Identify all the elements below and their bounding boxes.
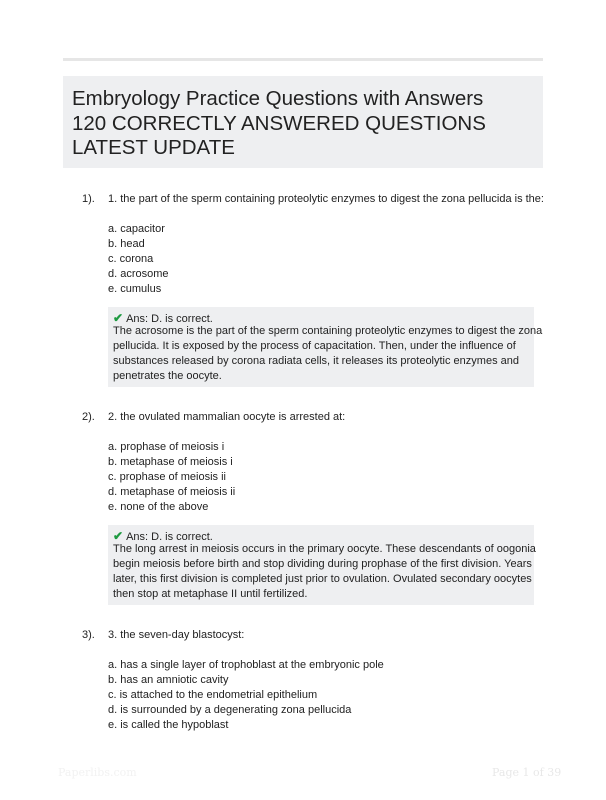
footer-page-number: Page 1 of 39 — [492, 766, 562, 779]
answer-box — [108, 525, 534, 605]
answer-label: Ans: D. is correct. — [126, 531, 213, 543]
answer-explanation-line: substances released by corona radiata cells, it releases its proteolytic enzymes and — [113, 355, 519, 367]
title-banner — [63, 76, 543, 168]
option-c: c. corona — [108, 253, 154, 265]
title-line-3: LATEST UPDATE — [72, 136, 235, 159]
option-c: c. is attached to the endometrial epithelium — [108, 689, 318, 701]
option-a: a. prophase of meiosis i — [108, 441, 225, 453]
option-b: b. metaphase of meiosis i — [108, 456, 233, 468]
question-text: 3. the seven-day blastocyst: — [108, 629, 245, 641]
option-a: a. capacitor — [108, 223, 165, 235]
answer-heading — [113, 529, 213, 543]
answer-explanation-line: pellucida. It is exposed by the process of capacitation. Then, under the influence of — [113, 340, 516, 352]
option-e: e. cumulus — [108, 283, 162, 295]
answer-explanation-line: begin meiosis before birth and stop dividing during prophase of the first division. Years — [113, 558, 532, 570]
checkmark-icon: ✔ — [113, 529, 124, 543]
option-a: a. has a single layer of trophoblast at the embryonic pole — [108, 659, 384, 671]
answer-explanation-line: The acrosome is the part of the sperm containing proteolytic enzymes to digest the zona — [113, 325, 543, 337]
question-number: 1). — [82, 193, 95, 205]
checkmark-icon: ✔ — [113, 311, 124, 325]
option-d: d. is surrounded by a degenerating zona pellucida — [108, 704, 352, 716]
answer-box — [108, 307, 543, 387]
answer-explanation-line: penetrates the oocyte. — [113, 370, 222, 382]
option-d: d. metaphase of meiosis ii — [108, 486, 236, 498]
answer-explanation-line: then stop at metaphase II until fertilized. — [113, 588, 308, 600]
option-c: c. prophase of meiosis ii — [108, 471, 226, 483]
option-b: b. has an amniotic cavity — [108, 674, 229, 686]
title-line-2: 120 CORRECTLY ANSWERED QUESTIONS — [72, 112, 486, 135]
option-b: b. head — [108, 238, 145, 250]
option-e: e. none of the above — [108, 501, 209, 513]
footer-site-watermark: Paperlibs.com — [58, 766, 137, 779]
title-line-1: Embryology Practice Questions with Answers — [72, 87, 484, 110]
question-number: 2). — [82, 411, 95, 423]
answer-explanation-line: later, this first division is completed just prior to ovulation. Ovulated secondary oocytes — [113, 573, 532, 585]
top-divider — [63, 58, 543, 61]
question-text: 1. the part of the sperm containing proteolytic enzymes to digest the zona pellucida is the: — [108, 193, 544, 205]
option-d: d. acrosome — [108, 268, 169, 280]
answer-explanation-line: The long arrest in meiosis occurs in the primary oocyte. These descendants of oogonia — [113, 543, 536, 555]
answer-heading — [113, 311, 213, 325]
question-text: 2. the ovulated mammalian oocyte is arrested at: — [108, 411, 346, 423]
question-number: 3). — [82, 629, 95, 641]
answer-label: Ans: D. is correct. — [126, 313, 213, 325]
option-e: e. is called the hypoblast — [108, 719, 229, 731]
